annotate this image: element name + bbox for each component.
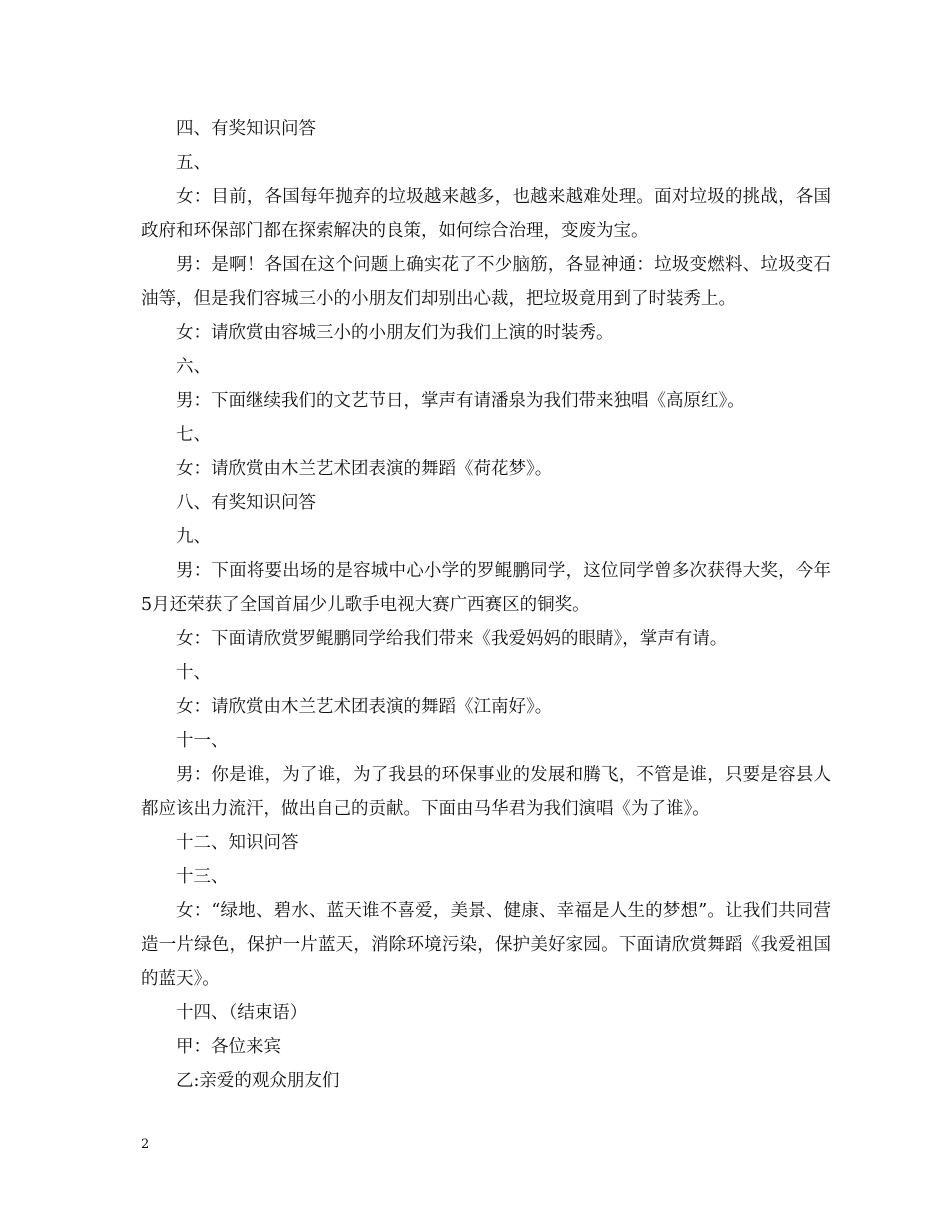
paragraph: 十四、（结束语） [176,1003,308,1023]
paragraph: 六、 [176,357,211,377]
paragraph: 女：请欣赏由木兰艺术团表演的舞蹈《荷花梦》。 [176,459,553,479]
paragraph: 九、 [176,527,211,547]
paragraph: 乙:亲爱的观众朋友们 [176,1071,340,1091]
paragraph: 女：请欣赏由容城三小的小朋友们为我们上演的时装秀。 [176,323,614,343]
paragraph: 四、有奖知识问答 [176,119,316,139]
paragraph: 女：请欣赏由木兰艺术团表演的舞蹈《江南好》。 [176,697,553,717]
paragraph: 男：下面继续我们的文艺节日，掌声有请潘泉为我们带来独唱《高原红》。 [176,391,745,411]
paragraph: 七、 [176,425,211,445]
paragraph: 女：下面请欣赏罗鲲鹏同学给我们带来《我爱妈妈的眼睛》，掌声有请。 [176,629,728,649]
paragraph: 甲：各位来宾 [176,1037,281,1057]
paragraph: 女：目前，各国每年抛弃的垃圾越来越多，也越来越难处理。面对垃圾的挑战，各国政府和环保部门都在探索解决的良策，如何综合治理，变废为宝。 [141,187,831,241]
paragraph: 五、 [176,153,211,173]
paragraph: 女：“绿地、碧水、蓝天谁不喜爱，美景、健康、幸福是人生的梦想”。让我们共同营造一片绿色，保护一片蓝天，消除环境污染，保护美好家园。下面请欣赏舞蹈《我爱祖国的蓝天》。 [141,901,831,989]
paragraph: 十、 [176,663,211,683]
paragraph: 十二、知识问答 [176,833,299,853]
paragraph: 八、有奖知识问答 [176,493,316,513]
paragraph: 十三、 [176,867,229,887]
paragraph: 男：是啊！各国在这个问题上确实花了不少脑筋，各显神通：垃圾变燃料、垃圾变石油等，但是我们容城三小的小朋友们却别出心裁，把垃圾竟用到了时装秀上。 [141,255,831,309]
page-number: 2 [141,1137,150,1152]
paragraph: 十一、 [176,731,229,751]
document-body [141,112,831,1098]
paragraph: 男：下面将要出场的是容城中心小学的罗鲲鹏同学，这位同学曾多次获得大奖，今年5月还荣获了全国首届少儿歌手电视大赛广西赛区的铜奖。 [141,561,831,615]
paragraph: 男：你是谁，为了谁，为了我县的环保事业的发展和腾飞，不管是谁，只要是容县人都应该出力流汗，做出自己的贡献。下面由马华君为我们演唱《为了谁》。 [141,765,831,819]
